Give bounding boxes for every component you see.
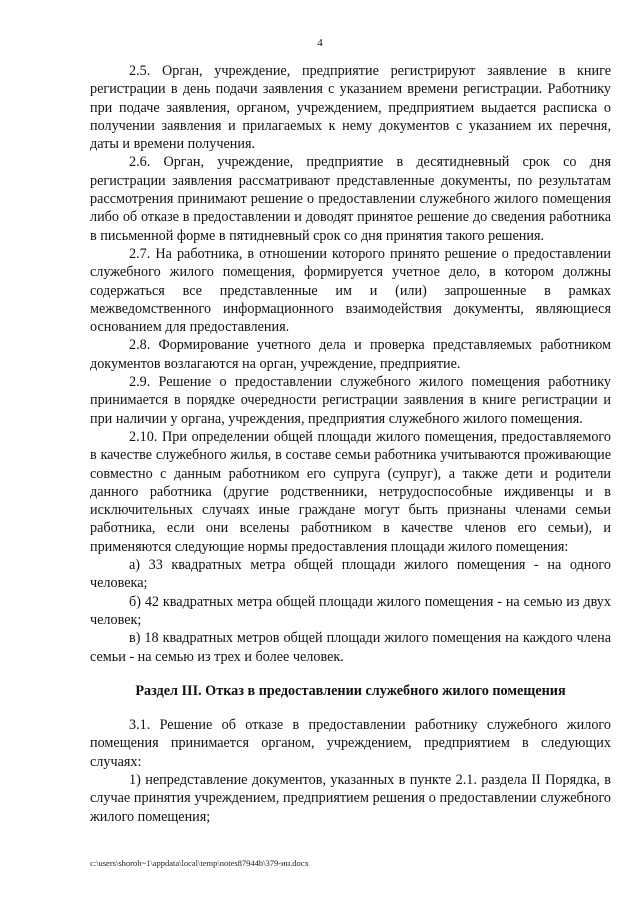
page-number: 4 xyxy=(317,37,323,49)
document-body xyxy=(90,62,611,826)
spacer xyxy=(90,700,611,716)
paragraph-2-8: 2.8. Формирование учетного дела и проверка представляемых работником документов возлагаются на орган, учреждение, предприятие. xyxy=(90,337,611,372)
paragraph-2-5: 2.5. Орган, учреждение, предприятие регистрируют заявление в книге регистрации в день подачи заявления с указанием времени регистрации. Работнику при подаче заявления, органом, учреждением, предприятием выдается расписка о получении заявления и прилагаемых к нему документов с указанием их перечня, даты и времени получения. xyxy=(90,63,611,153)
list-item-1: 1) непредставление документов, указанных в пункте 2.1. раздела II Порядка, в случае принятия учреждением, предприятием решения о предоставлении служебного жилого помещения; xyxy=(90,771,611,825)
spacer xyxy=(90,666,611,682)
file-path-footer: c:\users\shoroh~1\appdata\local\temp\notes87944b\379-ин.docx xyxy=(90,858,309,868)
paragraph-2-7: 2.7. На работника, в отношении которого принято решение о предоставлении служебного жилого помещения, формируется учетное дело, в котором должны содержаться все представленные им и (или) запрошенные в рамках межведомственного информационного взаимодействия документы, являющиеся основанием для предоставления. xyxy=(90,245,611,336)
section-3-heading: Раздел III. Отказ в предоставлении служебного жилого помещения xyxy=(135,682,566,699)
list-item-a: а) 33 квадратных метра общей площади жилого помещения - на одного человека; xyxy=(90,557,611,592)
list-item-v: в) 18 квадратных метров общей площади жилого помещения на каждого члена семьи - на семью из трех и более человек. xyxy=(90,630,611,665)
paragraph-2-10: 2.10. При определении общей площади жилого помещения, предоставляемого в качестве служебного жилья, в составе семьи работника учитываются проживающие совместно с данным работником его супруга (супруг), а также дети и родители данного работника (другие родственники, нетрудоспособные иждивенцы и в исключительных случаях иные граждане могут быть признаны членами семьи работника, если они вселены работником в качестве членов его семьи), и применяются следующие нормы предоставления площади жилого помещения: xyxy=(90,428,611,555)
paragraph-2-9: 2.9. Решение о предоставлении служебного жилого помещения работнику принимается в порядке очередности регистрации заявления в книге регистрации и при наличии у органа, учреждения, предприятия служебного жилого помещения. xyxy=(90,374,611,427)
list-item-b: б) 42 квадратных метра общей площади жилого помещения - на семью из двух человек; xyxy=(90,593,611,628)
paragraph-3-1: 3.1. Решение об отказе в предоставлении работнику служебного жилого помещения принимается органом, учреждением, предприятием в следующих случаях: xyxy=(90,717,611,770)
paragraph-2-6: 2.6. Орган, учреждение, предприятие в десятидневный срок со дня регистрации заявления рассматривают представленные документы, по результатам рассмотрения принимают решение о предоставлении служебного жилого помещения либо об отказе в предоставлении и доводят принятое решение до сведения работника в письменной форме в пятидневный срок со дня принятия такого решения. xyxy=(90,154,611,244)
